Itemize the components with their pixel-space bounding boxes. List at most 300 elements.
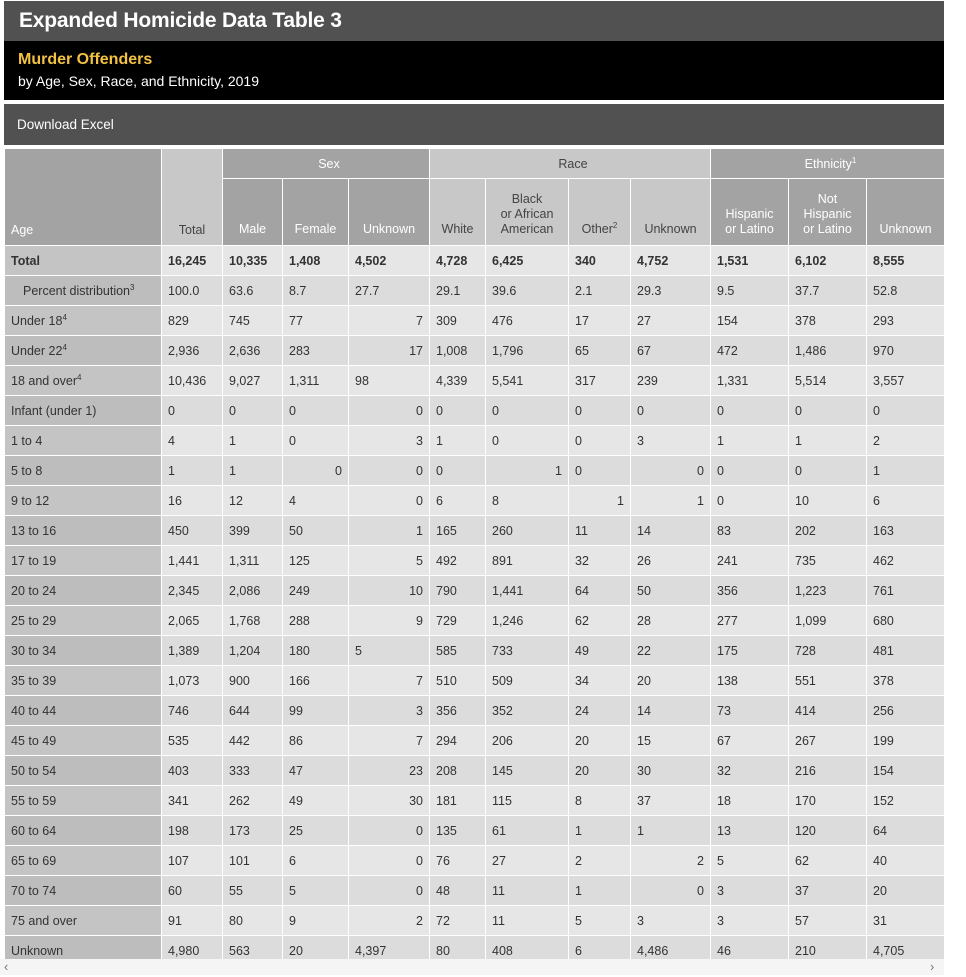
table-cell: 20 <box>569 726 631 756</box>
table-cell: 11 <box>486 906 569 936</box>
table-cell: 175 <box>711 636 789 666</box>
table-cell: 83 <box>711 516 789 546</box>
table-cell: 17 <box>349 336 430 366</box>
table-cell: 145 <box>486 756 569 786</box>
table-cell: 2,936 <box>162 336 223 366</box>
row-label-text: Infant (under 1) <box>11 403 97 418</box>
row-label <box>5 876 162 906</box>
table-cell: 1,311 <box>223 546 283 576</box>
table-cell: 16,245 <box>162 246 223 276</box>
table-cell: 4,486 <box>631 936 711 966</box>
table-cell: 80 <box>223 906 283 936</box>
table-cell: 1 <box>162 456 223 486</box>
table-cell: 239 <box>631 366 711 396</box>
row-label <box>5 306 162 336</box>
table-cell: 0 <box>349 876 430 906</box>
table-cell: 1 <box>569 816 631 846</box>
table-cell: 55 <box>223 876 283 906</box>
row-label <box>5 726 162 756</box>
table-cell: 0 <box>631 456 711 486</box>
row-label <box>5 426 162 456</box>
col-header-black <box>486 179 569 246</box>
table-cell: 535 <box>162 726 223 756</box>
table-cell: 2 <box>867 426 945 456</box>
table-cell: 408 <box>486 936 569 966</box>
table-cell: 49 <box>569 636 631 666</box>
table-cell: 0 <box>349 456 430 486</box>
table-row <box>5 576 945 606</box>
table-cell: 3 <box>631 906 711 936</box>
table-cell: 206 <box>486 726 569 756</box>
table-cell: 3 <box>349 426 430 456</box>
hispanic-line-2: or Latino <box>725 222 774 236</box>
col-header-female: Female <box>283 179 349 246</box>
table-cell: 733 <box>486 636 569 666</box>
table-cell: 1 <box>349 516 430 546</box>
table-cell: 199 <box>867 726 945 756</box>
row-label-text: 70 to 74 <box>11 883 57 898</box>
table-cell: 241 <box>711 546 789 576</box>
table-cell: 18 <box>711 786 789 816</box>
table-cell: 1,796 <box>486 336 569 366</box>
table-cell: 790 <box>430 576 486 606</box>
table-cell: 1 <box>430 426 486 456</box>
table-cell: 462 <box>867 546 945 576</box>
table-cell: 24 <box>569 696 631 726</box>
row-label <box>5 396 162 426</box>
not-hispanic-line-1: Not <box>817 192 838 206</box>
table-row <box>5 426 945 456</box>
table-cell: 10,335 <box>223 246 283 276</box>
row-label <box>5 546 162 576</box>
table-cell: 6 <box>569 936 631 966</box>
table-row <box>5 726 945 756</box>
table-cell: 17 <box>569 306 631 336</box>
table-cell: 1 <box>867 456 945 486</box>
col-header-eth-unknown: Unknown <box>867 179 945 246</box>
table-cell: 7 <box>349 306 430 336</box>
table-cell: 5 <box>349 636 430 666</box>
ethnicity-footnote: 1 <box>851 155 857 165</box>
table-cell: 829 <box>162 306 223 336</box>
table-cell: 510 <box>430 666 486 696</box>
table-cell: 30 <box>631 756 711 786</box>
col-header-other <box>569 179 631 246</box>
table-cell: 356 <box>711 576 789 606</box>
table-cell: 1,389 <box>162 636 223 666</box>
table-cell: 4,397 <box>349 936 430 966</box>
table-cell: 2,065 <box>162 606 223 636</box>
table-cell: 20 <box>569 756 631 786</box>
row-footnote: 4 <box>62 342 67 352</box>
col-header-age: Age <box>5 149 162 246</box>
table-cell: 340 <box>569 246 631 276</box>
table-cell: 14 <box>631 516 711 546</box>
row-label <box>5 246 162 276</box>
row-label <box>5 606 162 636</box>
table-row <box>5 756 945 786</box>
row-label <box>5 456 162 486</box>
table-cell: 378 <box>867 666 945 696</box>
table-cell: 4 <box>283 486 349 516</box>
table-cell: 120 <box>789 816 867 846</box>
table-cell: 1,311 <box>283 366 349 396</box>
table-cell: 135 <box>430 816 486 846</box>
table-cell: 0 <box>349 846 430 876</box>
table-cell: 8 <box>569 786 631 816</box>
table-cell: 60 <box>162 876 223 906</box>
table-cell: 9.5 <box>711 276 789 306</box>
table-cell: 745 <box>223 306 283 336</box>
col-header-white: White <box>430 179 486 246</box>
table-cell: 99 <box>283 696 349 726</box>
table-cell: 0 <box>711 396 789 426</box>
table-row <box>5 246 945 276</box>
table-cell: 4,502 <box>349 246 430 276</box>
table-cell: 22 <box>631 636 711 666</box>
table-subtitle-detail: by Age, Sex, Race, and Ethnicity, 2019 <box>18 73 260 89</box>
table-cell: 1,408 <box>283 246 349 276</box>
table-row <box>5 666 945 696</box>
table-cell: 2 <box>631 846 711 876</box>
table-cell: 101 <box>223 846 283 876</box>
table-cell: 2 <box>349 906 430 936</box>
table-cell: 154 <box>711 306 789 336</box>
table-cell: 1 <box>569 486 631 516</box>
table-cell: 20 <box>631 666 711 696</box>
table-cell: 1 <box>631 816 711 846</box>
table-cell: 585 <box>430 636 486 666</box>
table-cell: 356 <box>430 696 486 726</box>
table-cell: 9,027 <box>223 366 283 396</box>
row-label-text: 13 to 16 <box>11 523 57 538</box>
table-cell: 9 <box>283 906 349 936</box>
group-header-ethnicity <box>711 149 945 179</box>
table-cell: 0 <box>789 396 867 426</box>
table-cell: 309 <box>430 306 486 336</box>
table-cell: 0 <box>223 396 283 426</box>
table-cell: 3 <box>631 426 711 456</box>
table-cell: 28 <box>631 606 711 636</box>
table-cell: 746 <box>162 696 223 726</box>
table-cell: 27.7 <box>349 276 430 306</box>
table-row <box>5 816 945 846</box>
table-cell: 7 <box>349 726 430 756</box>
table-cell: 262 <box>223 786 283 816</box>
page-title: Expanded Homicide Data Table 3 <box>19 9 342 32</box>
table-cell: 2.1 <box>569 276 631 306</box>
table-cell: 6,102 <box>789 246 867 276</box>
row-label <box>5 816 162 846</box>
table-cell: 61 <box>486 816 569 846</box>
table-cell: 293 <box>867 306 945 336</box>
table-cell: 1 <box>223 456 283 486</box>
table-row <box>5 456 945 486</box>
download-excel-link[interactable]: Download Excel <box>17 117 114 132</box>
table-cell: 5,541 <box>486 366 569 396</box>
table-cell: 67 <box>631 336 711 366</box>
table-cell: 65 <box>569 336 631 366</box>
table-cell: 1 <box>711 426 789 456</box>
table-cell: 1,486 <box>789 336 867 366</box>
ethnicity-label: Ethnicity <box>804 157 852 172</box>
horizontal-scrollbar[interactable] <box>0 959 944 975</box>
table-cell: 294 <box>430 726 486 756</box>
table-cell: 399 <box>223 516 283 546</box>
table-cell: 0 <box>283 426 349 456</box>
table-cell: 481 <box>867 636 945 666</box>
table-cell: 4,980 <box>162 936 223 966</box>
table-cell: 5 <box>569 906 631 936</box>
other-footnote: 2 <box>612 220 618 230</box>
table-body <box>5 246 945 966</box>
table-cell: 1,223 <box>789 576 867 606</box>
row-label <box>5 636 162 666</box>
table-cell: 277 <box>711 606 789 636</box>
table-cell: 4,728 <box>430 246 486 276</box>
table-cell: 0 <box>430 396 486 426</box>
col-header-hispanic <box>711 179 789 246</box>
table-cell: 210 <box>789 936 867 966</box>
table-cell: 0 <box>569 396 631 426</box>
row-label-text: 40 to 44 <box>11 703 57 718</box>
table-cell: 34 <box>569 666 631 696</box>
table-cell: 341 <box>162 786 223 816</box>
other-label: Other <box>581 222 613 236</box>
row-label-text: 30 to 34 <box>11 643 57 658</box>
table-cell: 5 <box>711 846 789 876</box>
row-label-text: 35 to 39 <box>11 673 57 688</box>
table-cell: 49 <box>283 786 349 816</box>
table-cell: 283 <box>283 336 349 366</box>
table-cell: 2,636 <box>223 336 283 366</box>
table-cell: 0 <box>349 816 430 846</box>
table-cell: 563 <box>223 936 283 966</box>
row-label <box>5 576 162 606</box>
row-label-text: Under 22 <box>11 344 63 359</box>
table-row <box>5 336 945 366</box>
col-header-race-unknown: Unknown <box>631 179 711 246</box>
table-cell: 0 <box>789 456 867 486</box>
table-row <box>5 306 945 336</box>
table-cell: 249 <box>283 576 349 606</box>
table-cell: 0 <box>283 396 349 426</box>
table-cell: 4,339 <box>430 366 486 396</box>
table-cell: 4,752 <box>631 246 711 276</box>
table-cell: 9 <box>349 606 430 636</box>
download-bar <box>4 104 944 145</box>
table-row <box>5 366 945 396</box>
table-cell: 3 <box>711 906 789 936</box>
table-cell: 20 <box>283 936 349 966</box>
table-cell: 37.7 <box>789 276 867 306</box>
table-cell: 1,008 <box>430 336 486 366</box>
table-cell: 644 <box>223 696 283 726</box>
table-cell: 208 <box>430 756 486 786</box>
table-cell: 8,555 <box>867 246 945 276</box>
row-label <box>5 786 162 816</box>
table-cell: 8 <box>486 486 569 516</box>
table-cell: 12 <box>223 486 283 516</box>
table-cell: 680 <box>867 606 945 636</box>
table-row <box>5 606 945 636</box>
table-cell: 80 <box>430 936 486 966</box>
table-cell: 11 <box>486 876 569 906</box>
table-cell: 0 <box>486 426 569 456</box>
row-label-text: 65 to 69 <box>11 853 57 868</box>
table-cell: 202 <box>789 516 867 546</box>
table-row <box>5 786 945 816</box>
table-cell: 76 <box>430 846 486 876</box>
table-cell: 288 <box>283 606 349 636</box>
table-cell: 11 <box>569 516 631 546</box>
table-cell: 47 <box>283 756 349 786</box>
row-label-text: 55 to 59 <box>11 793 57 808</box>
table-cell: 6 <box>867 486 945 516</box>
table-cell: 1,073 <box>162 666 223 696</box>
subtitle-bar <box>4 41 944 100</box>
table-cell: 6 <box>430 486 486 516</box>
table-cell: 1,331 <box>711 366 789 396</box>
row-footnote: 3 <box>130 282 135 292</box>
table-cell: 64 <box>867 816 945 846</box>
table-cell: 181 <box>430 786 486 816</box>
table-cell: 2,086 <box>223 576 283 606</box>
table-cell: 403 <box>162 756 223 786</box>
table-cell: 30 <box>349 786 430 816</box>
table-cell: 10 <box>789 486 867 516</box>
table-cell: 509 <box>486 666 569 696</box>
table-row <box>5 636 945 666</box>
table-cell: 73 <box>711 696 789 726</box>
table-cell: 267 <box>789 726 867 756</box>
table-cell: 0 <box>569 426 631 456</box>
table-cell: 46 <box>711 936 789 966</box>
row-label <box>5 336 162 366</box>
table-cell: 317 <box>569 366 631 396</box>
row-label-text: 5 to 8 <box>11 463 43 478</box>
row-footnote: 4 <box>77 372 82 382</box>
scroll-right-icon[interactable]: › <box>930 959 935 974</box>
table-cell: 39.6 <box>486 276 569 306</box>
row-label-text: 45 to 49 <box>11 733 57 748</box>
table-cell: 27 <box>631 306 711 336</box>
table-row <box>5 396 945 426</box>
table-cell: 10,436 <box>162 366 223 396</box>
table-cell: 154 <box>867 756 945 786</box>
table-cell: 15 <box>631 726 711 756</box>
table-cell: 166 <box>283 666 349 696</box>
row-label <box>5 366 162 396</box>
table-cell: 62 <box>569 606 631 636</box>
table-cell: 1,099 <box>789 606 867 636</box>
table-cell: 26 <box>631 546 711 576</box>
table-cell: 8.7 <box>283 276 349 306</box>
row-label <box>5 276 162 306</box>
table-row <box>5 846 945 876</box>
table-cell: 1 <box>631 486 711 516</box>
table-row <box>5 696 945 726</box>
table-subtitle: Murder Offenders <box>18 51 153 68</box>
table-cell: 352 <box>486 696 569 726</box>
table-cell: 492 <box>430 546 486 576</box>
table-cell: 0 <box>711 486 789 516</box>
table-cell: 4 <box>162 426 223 456</box>
table-cell: 442 <box>223 726 283 756</box>
group-header-sex: Sex <box>223 149 430 179</box>
row-label-text: Under 18 <box>11 314 63 329</box>
row-label <box>5 846 162 876</box>
table-cell: 450 <box>162 516 223 546</box>
table-cell: 5 <box>349 546 430 576</box>
table-cell: 198 <box>162 816 223 846</box>
table-cell: 32 <box>711 756 789 786</box>
table-cell: 14 <box>631 696 711 726</box>
table-cell: 256 <box>867 696 945 726</box>
data-table-container[interactable] <box>4 148 944 966</box>
table-cell: 1,441 <box>486 576 569 606</box>
table-cell: 4,705 <box>867 936 945 966</box>
table-cell: 40 <box>867 846 945 876</box>
row-label <box>5 696 162 726</box>
table-cell: 891 <box>486 546 569 576</box>
table-cell: 125 <box>283 546 349 576</box>
table-cell: 3,557 <box>867 366 945 396</box>
table-cell: 1,246 <box>486 606 569 636</box>
table-cell: 170 <box>789 786 867 816</box>
table-cell: 23 <box>349 756 430 786</box>
table-cell: 100.0 <box>162 276 223 306</box>
table-cell: 476 <box>486 306 569 336</box>
table-cell: 165 <box>430 516 486 546</box>
table-row <box>5 516 945 546</box>
row-label-text: 9 to 12 <box>11 493 50 508</box>
table-cell: 20 <box>867 876 945 906</box>
table-cell: 37 <box>789 876 867 906</box>
table-cell: 163 <box>867 516 945 546</box>
table-cell: 728 <box>789 636 867 666</box>
table-cell: 91 <box>162 906 223 936</box>
table-cell: 735 <box>789 546 867 576</box>
row-label <box>5 516 162 546</box>
row-label-text: Percent distribution <box>23 284 131 299</box>
table-row <box>5 906 945 936</box>
row-label-text: 18 and over <box>11 374 78 389</box>
table-cell: 98 <box>349 366 430 396</box>
scroll-left-icon[interactable]: ‹ <box>4 959 9 974</box>
col-header-not-hispanic <box>789 179 867 246</box>
row-label <box>5 666 162 696</box>
table-cell: 216 <box>789 756 867 786</box>
col-header-sex-unknown: Unknown <box>349 179 430 246</box>
hispanic-line-1: Hispanic <box>725 207 774 221</box>
table-cell: 27 <box>486 846 569 876</box>
row-label-text: 25 to 29 <box>11 613 57 628</box>
table-row <box>5 276 945 306</box>
table-cell: 3 <box>711 876 789 906</box>
title-bar <box>4 1 944 41</box>
table-cell: 0 <box>430 456 486 486</box>
table-cell: 31 <box>867 906 945 936</box>
table-cell: 1,531 <box>711 246 789 276</box>
not-hispanic-line-3: or Latino <box>803 222 852 236</box>
table-cell: 86 <box>283 726 349 756</box>
black-line-3: American <box>500 222 554 236</box>
table-cell: 57 <box>789 906 867 936</box>
table-cell: 551 <box>789 666 867 696</box>
row-label-text: 60 to 64 <box>11 823 57 838</box>
table-cell: 63.6 <box>223 276 283 306</box>
